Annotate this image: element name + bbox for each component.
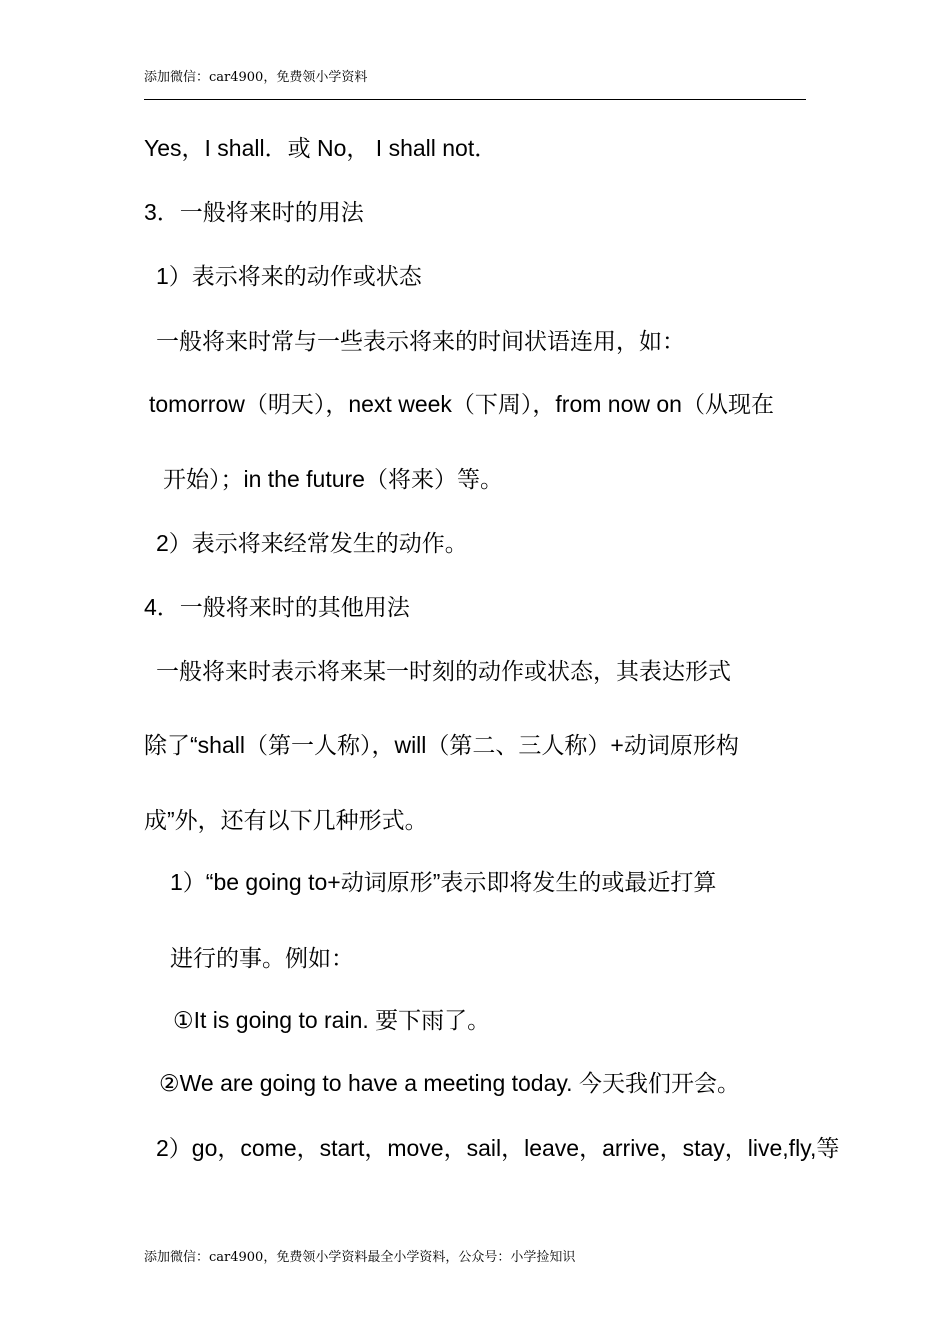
usage-1-heading: 1）表示将来的动作或状态 [156,263,422,289]
paragraph-line: 一般将来时表示将来某一时刻的动作或状态，其表达形式 [156,658,731,684]
paragraph-line: 成”外，还有以下几种形式。 [144,807,428,833]
paragraph-line: 开始）；in the future（将来）等。 [163,466,503,492]
page-header: 添加微信：car4900，免费领小学资料 [144,70,368,85]
paragraph-line: 一般将来时常与一些表示将来的时间状语连用，如： [156,328,685,354]
section-3-heading: 3．一般将来时的用法 [144,199,364,225]
form-2-line: 2）go，come，start，move，sail，leave，arrive，stay，live,fly,等 [156,1135,840,1161]
page-footer: 添加微信：car4900，免费领小学资料最全小学资料，公众号：小学捡知识 [144,1250,576,1265]
paragraph-line: tomorrow（明天），next week（下周），from now on（从现在 [149,391,774,417]
example-1: ①It is going to rain. 要下雨了。 [173,1007,491,1033]
answer-line: Yes，I shall．或 No， I shall not． [144,135,498,161]
header-divider [144,99,806,100]
example-2: ②We are going to have a meeting today. 今天我们开会。 [159,1070,740,1096]
section-4-heading: 4．一般将来时的其他用法 [144,594,410,620]
paragraph-line: 除了“shall（第一人称），will（第二、三人称）+动词原形构 [144,732,739,758]
form-1-line: 进行的事。例如： [170,945,354,971]
usage-2-heading: 2）表示将来经常发生的动作。 [156,530,468,556]
form-1-line: 1）“be going to+动词原形”表示即将发生的或最近打算 [170,869,717,895]
